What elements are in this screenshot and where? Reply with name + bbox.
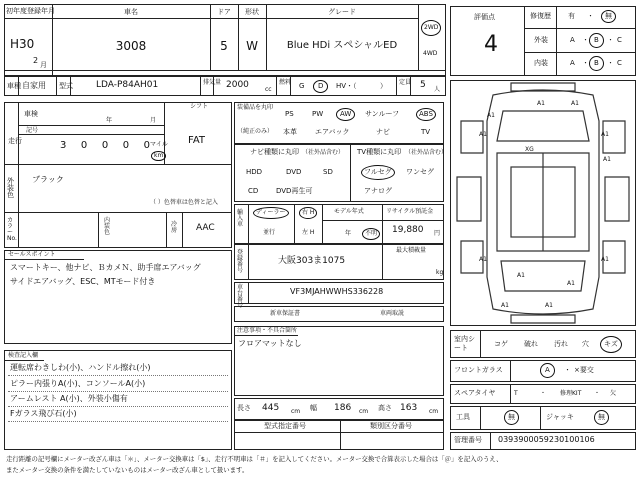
svg-text:A1: A1 (571, 100, 579, 107)
month-unit: 月 (40, 61, 47, 69)
shift-label: シフト (190, 103, 209, 110)
equip-tv: TV (421, 128, 431, 136)
inspector-line-4: Fガラス飛び石(小) (10, 409, 77, 418)
glass-a: A (540, 363, 555, 378)
mileage-label: 走行 (8, 137, 22, 145)
import-right-hand: 右 H (299, 207, 317, 219)
control-number: 0393900059230100106 (498, 435, 595, 444)
sales-point-2: サイドエアバッグ、ESC、MTモード付き (10, 277, 156, 286)
int-label: 内装 (534, 59, 548, 67)
score: 4 (484, 32, 498, 57)
disp-unit: cc (265, 86, 272, 93)
repair-dot: ・ (587, 12, 594, 20)
equip-pw: PW (312, 110, 324, 118)
mileage-digits (60, 140, 150, 154)
height-label: 高さ (378, 404, 392, 412)
footer-line-1: 走行距離の記号欄にメーター改ざん車は「＊」、メーター交換車は「$」、走行不明車は「＃」を記入してください。メーター交換で合算表示した場合は「＠」を記入のうえ、 (6, 455, 503, 463)
capacity: 5 (420, 80, 426, 90)
length: 445 (262, 403, 280, 413)
navi-dvd-play: DVD再生可 (276, 187, 313, 195)
footer-line-2: またメーター交換の条件を満たしていないものはメーター改ざん車として扱います。 (6, 466, 249, 474)
sheet-dirt: 汚れ (554, 340, 568, 348)
reg-year: H30 (10, 37, 35, 51)
tv-sub: （社外品含む） (405, 149, 448, 156)
shift: FAT (188, 135, 206, 146)
grade-label: グレード (328, 8, 356, 16)
ext-dot2: ・ (607, 36, 614, 44)
inspector-line-1: 運転席わきしわ(小)、ハンドル擦れ(小) (10, 363, 151, 372)
type-label: 型式 (59, 82, 73, 90)
model-type: LDA-P84AH01 (96, 80, 159, 90)
plate: 大阪303ま1075 (278, 256, 346, 266)
car-name: 3008 (115, 39, 147, 53)
navi-cd: CD (248, 187, 259, 195)
inspector-line-2: ピラー内張りA(小)、コンソールA(小) (10, 379, 146, 388)
tools-value: 無 (504, 410, 519, 425)
sheet-scratch: キズ (600, 336, 622, 353)
warranty-block (234, 306, 444, 322)
inspection-label: 車検 (24, 110, 38, 118)
sheet-tear: 破れ (524, 340, 538, 348)
equip-leather: 本革 (283, 128, 297, 136)
new-warranty-label: 新車保証書 (270, 310, 301, 317)
width: 186 (334, 403, 352, 413)
control-label: 管理番号 (454, 436, 482, 444)
svg-text:A1: A1 (487, 112, 495, 119)
type-no-label: 型式指定番号 (264, 422, 306, 430)
reg-year-label: 初年度登録年月 (6, 7, 55, 15)
class-no-label: 類別区分番号 (370, 422, 412, 430)
import-parallel: 並行 (263, 229, 276, 236)
spare-kit: 修理KIT (560, 390, 582, 397)
load-unit: kg (436, 269, 444, 276)
int-dot2: ・ (607, 59, 614, 67)
jack-value: 無 (594, 410, 609, 425)
fuel-hv-close: ） (380, 82, 387, 90)
car-diagram (450, 80, 636, 326)
equip-aw: AW (336, 108, 355, 121)
spare-missing: 欠 (610, 390, 617, 397)
ext-a: A (570, 36, 575, 44)
svg-text:A1: A1 (479, 256, 487, 263)
notes-label: 注意事項・不具合箇所 (237, 327, 298, 334)
tools-label: 工具 (456, 413, 470, 421)
width-unit: cm (359, 408, 369, 415)
height-unit: cm (429, 408, 439, 415)
spare-label: スペアタイヤ (454, 389, 496, 397)
import-left-hand: 左 H (302, 229, 315, 236)
doors: 5 (220, 39, 228, 53)
load-label: 最大積載量 (396, 247, 427, 254)
ext-dot1: ・ (582, 36, 589, 44)
repair-label: 修復歴 (530, 12, 551, 20)
equip-navi: ナビ (376, 128, 390, 136)
grade: Blue HDi スペシャルED (286, 40, 398, 51)
exterior-color: ブラック (32, 175, 64, 184)
vin: VF3MJAHWWHS336228 (290, 287, 384, 296)
equipment-sub: （純正のみ） (237, 128, 274, 135)
repair-no: 無 (601, 10, 616, 23)
recycle-value: 19,880 (392, 225, 424, 235)
ac: AAC (196, 223, 215, 233)
jack-label: ジャッキ (546, 413, 574, 421)
fuel-d: D (313, 80, 328, 93)
inspector-line-3: アームレスト A(小)、外装小傷有 (10, 394, 128, 403)
navi-sub: （社外品含む） (302, 149, 345, 156)
tv-label: TV種類に丸印 (357, 148, 402, 156)
use-label: 車種 (7, 82, 21, 90)
displacement: 2000 (226, 80, 249, 90)
mileage-digits-label: 記号 (26, 127, 39, 134)
exterior-note: （ ）色替車は色替と記入 (150, 199, 218, 206)
notes-block (234, 326, 444, 396)
ext-b: B (589, 33, 604, 48)
svg-text:A1: A1 (479, 131, 487, 138)
disp-label: 排気量 (203, 79, 222, 86)
ext-c: C (617, 36, 622, 44)
ext-label: 外装 (534, 36, 548, 44)
interior-sheet-label: 室内シート (454, 335, 475, 353)
svg-text:A1: A1 (603, 156, 611, 163)
model-year-unit: 年 (345, 230, 352, 237)
cap-label: 定員 (399, 79, 412, 86)
recycle-unit: 円 (434, 230, 441, 237)
car-name-label: 車名 (124, 8, 138, 16)
mileage-digit: 3 (60, 140, 67, 151)
equipment-label: 装備品を丸印 (237, 104, 274, 111)
length-label: 長さ (237, 404, 251, 412)
reg-month: 2 (33, 56, 39, 65)
int-a: A (570, 59, 575, 67)
plate-label: 登録番号 (237, 249, 244, 274)
equip-airbag: エアバック (315, 128, 350, 136)
mileage-digit: 0 (101, 140, 109, 151)
tv-oneseg: ワンセグ (406, 168, 434, 176)
notes-text: フロアマットなし (238, 339, 302, 348)
navi-sd: SD (323, 168, 333, 176)
cap-unit: 人 (434, 86, 441, 93)
manual-label: 車両取説 (380, 310, 405, 317)
spare-dot1: ・ (540, 390, 547, 397)
mileage-unit-km: km (151, 151, 166, 161)
navi-hdd: HDD (246, 168, 263, 176)
fuel-hv: HV・（ (336, 82, 357, 90)
navi-dvd: DVD (286, 168, 302, 176)
car-outline-icon (451, 81, 635, 325)
int-dot1: ・ (582, 59, 589, 67)
repair-yes: 有 (568, 12, 575, 20)
svg-text:A1: A1 (501, 302, 509, 309)
use: 自家用 (22, 81, 46, 90)
int-b: B (589, 56, 604, 71)
sheet-hole: 穴 (582, 340, 589, 348)
navi-label: ナビ種類に丸印 (250, 148, 299, 156)
svg-text:A1: A1 (545, 302, 553, 309)
import-label: 輸入車 (237, 209, 244, 228)
glass-dot: ・ (564, 366, 571, 374)
color-no-label: カラーNo. (7, 217, 17, 242)
sales-point-1: スマートキー、他ナビ、ＢカメＮ、助手席エアバッグ (10, 263, 201, 272)
sales-points-label: セールスポイント (8, 251, 56, 258)
int-c: C (617, 59, 622, 67)
tv-fullseg: フルセグ (361, 165, 395, 180)
svg-text:A1: A1 (601, 256, 609, 263)
interior-label: 内装色 (104, 217, 111, 236)
svg-text:XG: XG (525, 146, 534, 153)
drive-2wd: 2WD (421, 20, 441, 36)
recycle-label: リサイクル預託金 (386, 208, 434, 215)
inspection-month: 月 (150, 117, 157, 124)
ac-label: 冷房 (171, 221, 178, 234)
vin-label: 車台番号 (237, 284, 244, 309)
score-label: 評価点 (474, 13, 495, 21)
spare-dot2: ・ (594, 390, 601, 397)
mileage-digit: 0 (80, 140, 88, 151)
model-year-unknown: 不明 (362, 228, 380, 240)
glass-replace: ×要交 (574, 366, 594, 374)
svg-text:A1: A1 (537, 100, 545, 107)
exterior-label: 外装色 (7, 177, 14, 199)
import-dealer: ディーラー (253, 207, 289, 219)
svg-text:A1: A1 (601, 131, 609, 138)
width-label: 幅 (310, 404, 317, 412)
doors-label: ドア (217, 8, 231, 16)
height: 163 (400, 403, 418, 413)
inspector-label: 検査記入欄 (8, 352, 39, 359)
tv-analog: アナログ (364, 187, 392, 195)
glass-label: フロントガラス (454, 366, 503, 374)
shape: W (246, 39, 258, 53)
equip-sunroof: サンルーフ (365, 110, 400, 118)
svg-text:A1: A1 (567, 280, 575, 287)
length-unit: cm (291, 408, 301, 415)
sheet-burn: コゲ (494, 340, 508, 348)
spare-t: T (514, 390, 518, 397)
model-year-label: モデル年式 (334, 208, 364, 215)
equip-ps: PS (285, 110, 294, 118)
inspection-year: 年 (106, 117, 113, 124)
shape-label: 形状 (245, 8, 259, 16)
mileage-digit: 0 (122, 140, 130, 151)
mileage-digit: 0 (143, 140, 150, 151)
drive-4wd: 4WD (423, 50, 438, 57)
fuel-g: G (299, 82, 305, 90)
mileage-unit-mile: マイル (150, 141, 168, 148)
fuel-label: 燃料 (279, 79, 292, 86)
equip-abs: ABS (416, 108, 436, 121)
svg-text:A1: A1 (517, 272, 525, 279)
